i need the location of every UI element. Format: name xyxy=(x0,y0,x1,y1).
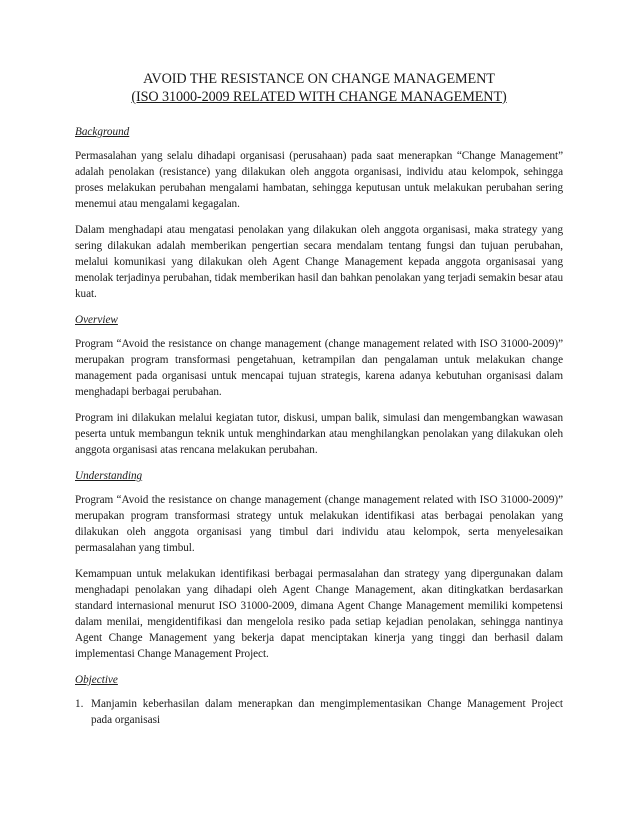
section-heading: Objective xyxy=(75,674,118,686)
document-content xyxy=(75,70,563,734)
section-overview xyxy=(75,312,563,458)
title-block xyxy=(75,70,563,106)
section-understanding xyxy=(75,468,563,662)
list-number: 1. xyxy=(75,698,84,710)
paragraph: Program ini dilakukan melalui kegiatan tutor, diskusi, umpan balik, simulasi dan mengembangkan wawasan peserta untuk membangun teknik untuk menghindarkan atau menghilangkan penolakan yang dilakukan oleh anggota organisasi atas rencana melakukan perubahan. xyxy=(75,412,563,456)
paragraph: Permasalahan yang selalu dihadapi organisasi (perusahaan) pada saat menerapkan “Change Management” adalah penolakan (resistance) yang dilakukan oleh anggota organisasi, individu atau kelompok, sehingga proses melakukan perubahan mengalami hambatan, sehingga keputusan untuk melakukan perubahan sering menemui atau mengalami kegagalan. xyxy=(75,150,563,210)
section-heading: Understanding xyxy=(75,470,143,482)
paragraph: Program “Avoid the resistance on change management (change management related with ISO 31000-2009)” merupakan program transformasi strategy untuk melakukan identifikasi atas berbagai penolakan yang dilakukan oleh anggota organisasi yang timbul dari individu atau kelompok, serta menyelesaikan permasalahan yang timbul. xyxy=(75,494,563,554)
paragraph: Kemampuan untuk melakukan identifikasi berbagai permasalahan dan strategy yang dipergunakan dalam menghadapi penolakan yang dihadapi oleh Agent Change Management, akan ditingkatkan berdasarkan standard internasional menurut ISO 31000-2009, dimana Agent Change Management memiliki kompetensi dalam menilai, mengidentifikasi dan mengelola resiko pada setiap kejadian penolakan, sehingga nantinya Agent Change Management yang bekerja dapat menciptakan kinerja yang tinggi dan berhasil dalam implementasi Change Management Project. xyxy=(75,568,563,660)
objective-list xyxy=(75,696,563,728)
document-subtitle: (ISO 31000-2009 RELATED WITH CHANGE MANAGEMENT) xyxy=(131,89,507,105)
paragraph: Dalam menghadapi atau mengatasi penolakan yang dilakukan oleh anggota organisasi, maka strategy yang sering dilakukan adalah memberikan pengertian secara mendalam tentang fungsi dan tujuan perubahan, melalui komunikasi yang dilakukan oleh Agent Change Management kepada anggota organisasai yang menolak terjadinya perubahan, tidak memberikan hasil dan bahkan penolakan yang terjadi semakin besar atau kuat. xyxy=(75,224,563,300)
list-item xyxy=(75,696,563,728)
paragraph: Program “Avoid the resistance on change management (change management related with ISO 31000-2009)” merupakan program transformasi pengetahuan, ketrampilan dan pengalaman untuk melakukan change management pada organisasi untuk mencapai tujuan strategis, karena adanya kebutuhan organisasi dalam menghadapi berbagai perubahan. xyxy=(75,338,563,398)
document-title: AVOID THE RESISTANCE ON CHANGE MANAGEMENT xyxy=(143,71,495,87)
list-text: Manjamin keberhasilan dalam menerapkan dan mengimplementasikan Change Management Project pada organisasi xyxy=(91,698,563,726)
section-background xyxy=(75,124,563,302)
section-heading: Background xyxy=(75,126,130,138)
section-objective xyxy=(75,672,563,728)
section-heading: Overview xyxy=(75,314,118,326)
